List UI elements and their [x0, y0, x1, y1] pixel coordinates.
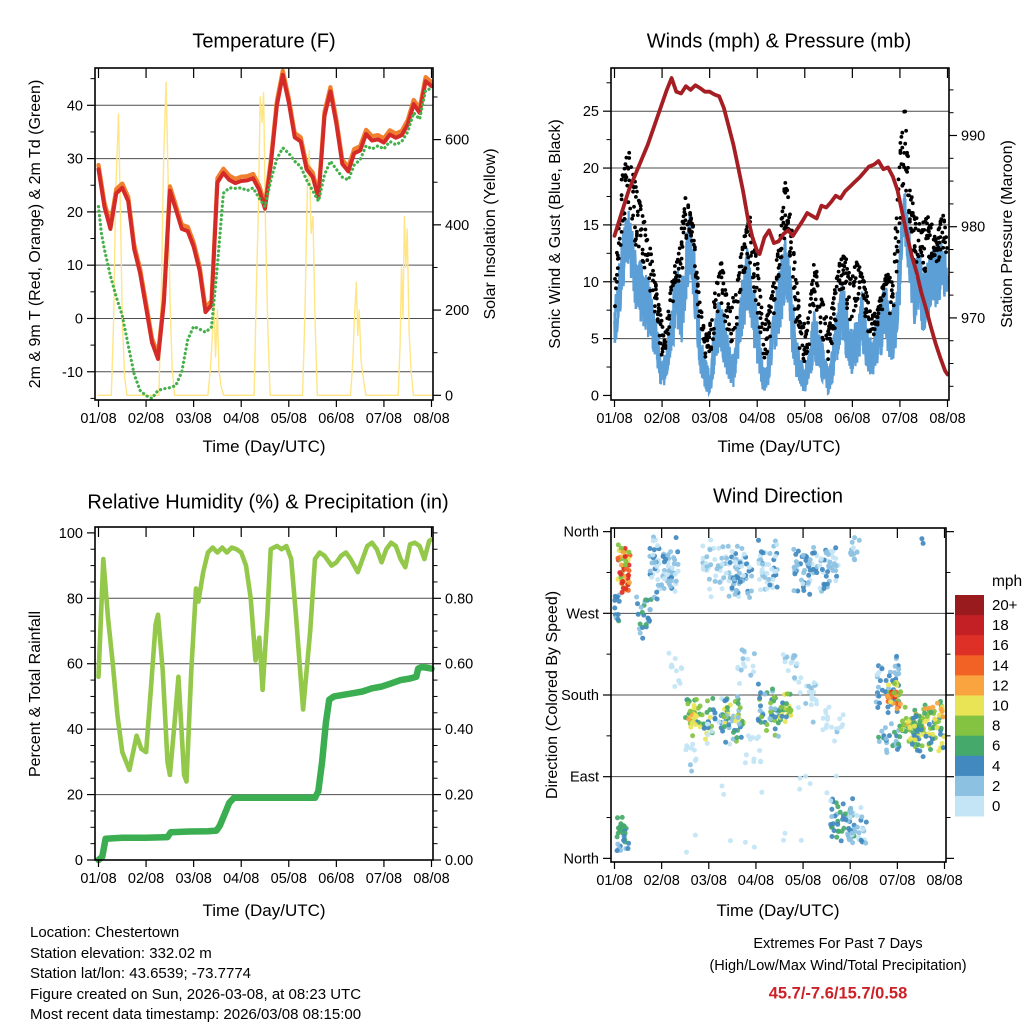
svg-text:0.40: 0.40: [445, 722, 474, 739]
svg-text:08/08: 08/08: [926, 873, 963, 889]
svg-text:30: 30: [66, 151, 83, 168]
svg-text:4: 4: [992, 757, 1001, 775]
winds-pressure-title: Winds (mph) & Pressure (mb): [646, 30, 912, 53]
svg-text:04/08: 04/08: [223, 871, 260, 887]
svg-text:02/08: 02/08: [643, 873, 680, 889]
svg-text:400: 400: [445, 217, 470, 234]
svg-text:06/08: 06/08: [832, 873, 869, 889]
extremes-title: Extremes For Past 7 Days: [753, 936, 923, 952]
svg-text:South: South: [561, 688, 599, 704]
svg-text:-10: -10: [62, 364, 83, 381]
relative-humidity-series: [99, 539, 432, 781]
svg-text:01/08: 01/08: [596, 873, 633, 889]
svg-text:05/08: 05/08: [786, 411, 823, 427]
svg-text:07/08: 07/08: [365, 411, 403, 427]
time-axis-label-temperature: Time (Day/UTC): [202, 437, 326, 456]
time-axis-label-humidity: Time (Day/UTC): [202, 901, 326, 920]
svg-text:970: 970: [961, 310, 986, 327]
temperature-title: Temperature (F): [192, 30, 336, 53]
svg-text:20: 20: [66, 787, 83, 804]
solar-y-axis-label: Solar Insolation (Yellow): [482, 148, 499, 320]
direction-y-axis-label: Direction (Colored By Speed): [544, 590, 561, 800]
svg-text:05/08: 05/08: [270, 871, 307, 887]
svg-text:02/08: 02/08: [127, 871, 165, 887]
station-location: Location: Chestertown: [30, 924, 180, 941]
svg-text:06/08: 06/08: [318, 871, 355, 887]
svg-text:01/08: 01/08: [80, 871, 117, 887]
svg-text:06/08: 06/08: [834, 411, 871, 427]
svg-text:15: 15: [582, 217, 599, 234]
temperature-chart: [62, 68, 469, 427]
svg-text:980: 980: [961, 219, 986, 236]
svg-text:0.60: 0.60: [445, 656, 474, 673]
svg-text:0: 0: [992, 798, 1001, 815]
wind-y-axis-label: Sonic Wind & Gust (Blue, Black): [547, 119, 564, 349]
time-axis-label-winds: Time (Day/UTC): [717, 437, 841, 456]
svg-text:200: 200: [445, 303, 470, 320]
svg-text:04/08: 04/08: [739, 411, 776, 427]
wind-direction-title: Wind Direction: [712, 485, 844, 508]
svg-text:40: 40: [66, 98, 83, 115]
solar-insolation-series: [99, 82, 432, 395]
humidity-y-axis-label: Percent & Total Rainfall: [27, 610, 44, 778]
svg-text:North: North: [563, 851, 599, 868]
svg-text:07/08: 07/08: [879, 873, 916, 889]
svg-text:0: 0: [74, 311, 83, 328]
extremes-values: 45.7/-7.6/15.7/0.58: [768, 984, 908, 1003]
svg-text:80: 80: [66, 591, 83, 608]
svg-text:20: 20: [582, 161, 599, 178]
station-latlon: Station lat/lon: 43.6539; -73.7774: [30, 965, 252, 982]
svg-text:16: 16: [992, 637, 1009, 655]
svg-text:600: 600: [445, 132, 470, 149]
svg-text:0: 0: [445, 388, 454, 405]
svg-text:North: North: [563, 524, 599, 541]
svg-text:6: 6: [992, 737, 1001, 755]
svg-text:0: 0: [74, 853, 83, 869]
svg-text:01/08: 01/08: [80, 411, 117, 427]
svg-text:05/08: 05/08: [784, 873, 822, 889]
svg-text:18: 18: [992, 617, 1009, 635]
svg-text:5: 5: [590, 331, 599, 348]
svg-text:04/08: 04/08: [737, 873, 775, 889]
svg-text:20: 20: [66, 204, 83, 221]
extremes-subtitle: (High/Low/Max Wind/Total Precipitation): [709, 958, 967, 974]
svg-text:14: 14: [992, 657, 1009, 675]
svg-text:03/08: 03/08: [690, 873, 727, 889]
wind-direction-chart: [561, 525, 963, 889]
svg-text:08/08: 08/08: [413, 411, 450, 427]
svg-text:0: 0: [590, 388, 599, 405]
svg-text:08/08: 08/08: [929, 411, 966, 427]
svg-text:01/08: 01/08: [596, 411, 633, 427]
svg-text:20+: 20+: [992, 597, 1018, 614]
svg-text:0.00: 0.00: [445, 853, 474, 869]
svg-text:mph: mph: [992, 573, 1023, 590]
humidity-precipitation-plot-frame: [95, 527, 433, 860]
svg-text:2: 2: [992, 777, 1001, 795]
svg-text:West: West: [566, 606, 599, 623]
svg-text:990: 990: [961, 128, 986, 145]
winds-pressure-chart: [583, 68, 985, 427]
svg-text:04/08: 04/08: [223, 411, 260, 427]
station-info-block: [30, 923, 361, 1024]
svg-text:12: 12: [992, 677, 1009, 695]
svg-text:100: 100: [58, 525, 83, 542]
svg-text:02/08: 02/08: [127, 411, 165, 427]
svg-text:03/08: 03/08: [175, 871, 212, 887]
svg-text:08/08: 08/08: [413, 871, 450, 887]
station-elevation: Station elevation: 332.02 m: [30, 944, 212, 962]
svg-text:02/08: 02/08: [643, 411, 681, 427]
svg-text:05/08: 05/08: [270, 411, 307, 427]
pressure-y-axis-label: Station Pressure (Maroon): [999, 140, 1016, 328]
svg-text:03/08: 03/08: [691, 411, 728, 427]
temperature-y-axis-label: 2m & 9m T (Red, Orange) & 2m Td (Green): [27, 79, 44, 389]
humidity-precipitation-chart: [59, 526, 473, 887]
data-timestamp: Most recent data timestamp: 2026/03/08 08:15:00: [30, 1006, 362, 1023]
svg-text:East: East: [569, 769, 599, 786]
svg-text:10: 10: [66, 258, 83, 275]
figure-created: Figure created on Sun, 2026-03-08, at 08:23 UTC: [30, 985, 362, 1003]
svg-text:03/08: 03/08: [175, 411, 212, 427]
svg-text:07/08: 07/08: [881, 411, 919, 427]
svg-text:0.20: 0.20: [445, 787, 474, 804]
wind-speed-colorbar: [955, 573, 1022, 817]
svg-text:0.80: 0.80: [445, 591, 474, 608]
svg-text:07/08: 07/08: [365, 871, 403, 887]
time-axis-label-direction: Time (Day/UTC): [716, 901, 840, 920]
svg-text:8: 8: [992, 717, 1001, 735]
svg-text:60: 60: [66, 656, 83, 673]
svg-text:25: 25: [582, 104, 599, 121]
svg-text:10: 10: [582, 274, 599, 291]
svg-text:06/08: 06/08: [318, 411, 355, 427]
humidity-precip-title: Relative Humidity (%) & Precipitation (in): [87, 491, 449, 514]
svg-text:40: 40: [66, 722, 83, 739]
svg-text:10: 10: [992, 697, 1009, 715]
